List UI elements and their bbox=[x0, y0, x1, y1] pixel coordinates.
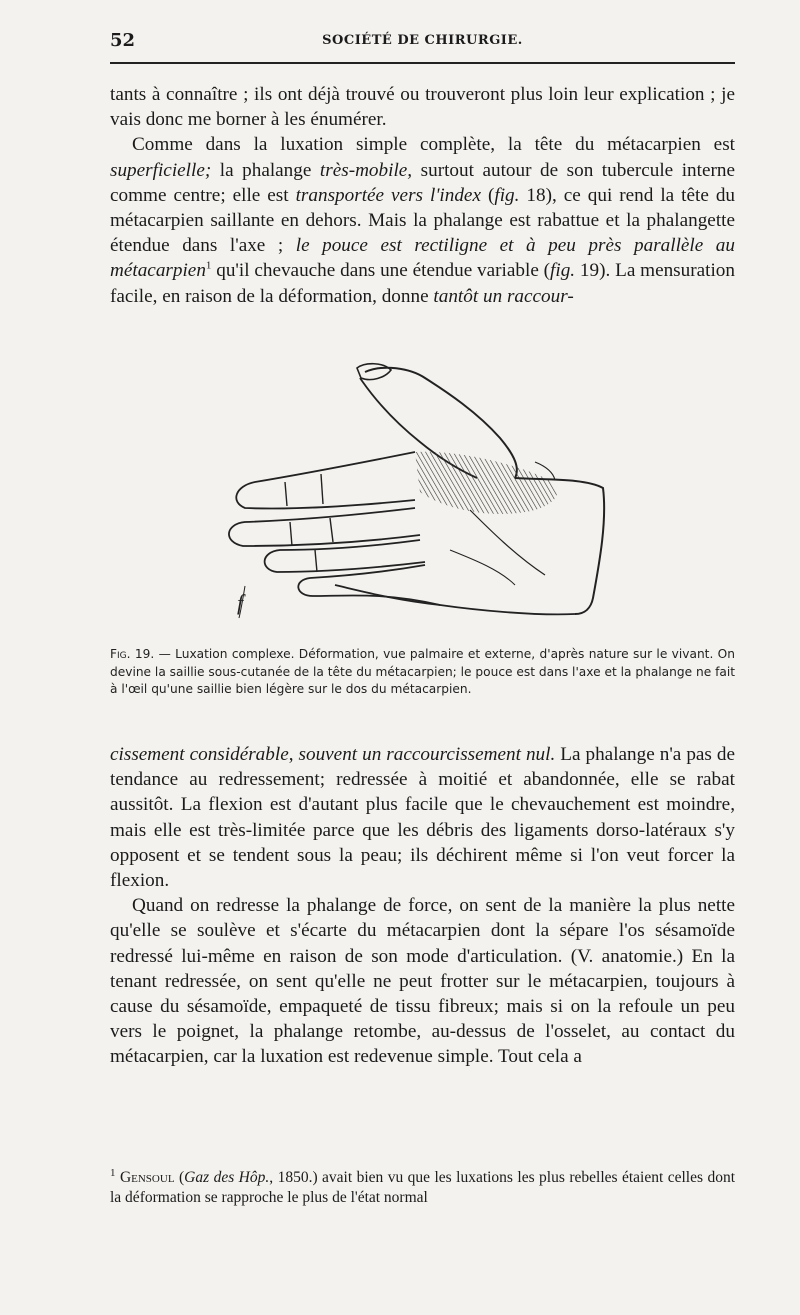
page-header bbox=[110, 28, 735, 58]
body-text-bottom bbox=[110, 742, 735, 1070]
p2-italic-index: transportée vers l'index bbox=[295, 184, 481, 206]
footnote-journal: Gaz des Hôp. bbox=[184, 1169, 270, 1186]
p2-text-e: surtout autour de son tubercule interne comme centre; elle est bbox=[110, 159, 735, 206]
footnote bbox=[110, 1168, 735, 1208]
palm-shading bbox=[415, 452, 557, 514]
p2-italic-fig-19: fig. bbox=[550, 260, 576, 282]
paragraph-3 bbox=[110, 742, 735, 893]
header-rule bbox=[110, 62, 735, 64]
figure-caption bbox=[110, 646, 735, 699]
paragraph-4 bbox=[110, 893, 735, 1069]
p2-italic-raccour: tantôt un raccour- bbox=[433, 285, 574, 307]
index-finger bbox=[236, 452, 415, 509]
p2-italic-pouce: le pouce est rectiligne et à peu près parallèle au métacarpien bbox=[110, 235, 735, 282]
caption-text: — Luxation complexe. Déformation, vue palmaire et externe, d'après nature sur le vivant. On devine la saillie sous-cutanée de la tête du métacarpien; le pouce est dans l'axe et la phalange ne fait à l'œil qu'une saillie bien légère sur le dos du métacarpien. bbox=[110, 647, 735, 696]
p2-text-n: 19). La mensuration facile, en raison de la déformation, donne bbox=[110, 260, 735, 307]
paragraph-2 bbox=[110, 132, 735, 308]
hand-illustration bbox=[215, 360, 615, 620]
running-title: SOCIÉTÉ DE CHIRURGIE. bbox=[322, 33, 523, 48]
footnote-author: Gensoul bbox=[119, 1169, 175, 1186]
p2-text-g: ( bbox=[480, 184, 495, 206]
p3-text-d: La phalange n'a pas de tendance au redressement; redressée à moitié et abandonnée, elle se rabat aussitôt. La flexion est d'autant plus facile que le chevauchement est moindre, mais elle est très-limitée parce que les débris des ligaments dorso-latéraux s'y opposent et se tendent sous la peau; ils déchirent même si l'on veut forcer la flexion. bbox=[110, 744, 736, 892]
p2-italic-tres-mobile: très-mobile, bbox=[319, 159, 413, 181]
page-number: 52 bbox=[110, 30, 136, 51]
p2-text-i: 18), ce qui rend la tête du métacarpien saillante en dehors. Mais la phalange est rabattue et la phalangette étendue dans l'axe ; bbox=[110, 184, 736, 257]
footnote-open: ( bbox=[174, 1169, 185, 1186]
paragraph-1-text: tants à connaître ; ils ont déjà trouvé ou trouveront plus loin leur explication ; je vais donc me borner à les énumérer. bbox=[110, 84, 735, 131]
body-text-top bbox=[110, 82, 735, 309]
paragraph-4-text: Quand on redresse la phalange de force, on sent de la manière la plus nette qu'elle se soulève et s'écarte du métacarpien dont la sépare l'os sésamoïde redressé lui-même en raison de son mode d'articulation. (V. anatomie.) En la tenant redressée, on sent qu'elle ne peut frotter sur le métacarpien, toujours à cause du sésamoïde, empaqueté de tissu fibreux; mais si on la refoule un peu vers le poignet, la phalange retombe, au-dessus de l'osselet, au contact du métacarpien, car la luxation est redevenue simple. Tout cela a bbox=[110, 895, 735, 1068]
thumbnail bbox=[357, 364, 391, 380]
p2-text-a: Comme dans la luxation simple complète, la tête du métacarpien est bbox=[132, 134, 735, 156]
p3-text-b: , bbox=[288, 744, 299, 765]
footnote-mark: 1 bbox=[110, 1166, 116, 1179]
figure-letter: f bbox=[237, 590, 244, 615]
caption-label: Fig. 19. bbox=[110, 647, 155, 661]
middle-finger bbox=[229, 508, 420, 546]
p2-italic-fig-18: fig. bbox=[494, 184, 520, 206]
p2-text-c: la phalange bbox=[211, 159, 320, 181]
p2-italic-superficielle: superficielle; bbox=[110, 159, 212, 181]
p3-italic-c: souvent un raccourcissement nul. bbox=[298, 744, 556, 765]
palm-bottom bbox=[335, 585, 575, 614]
paragraph-1 bbox=[110, 82, 735, 132]
footnote-text: , 1850.) avait bien vu que les luxations les plus rebelles étaient celles dont la déformation se rapproche le plus de l'état normal bbox=[110, 1169, 735, 1206]
footnote-ref-1: 1 bbox=[205, 260, 212, 273]
p3-italic-a: cissement considérable bbox=[110, 744, 289, 765]
p2-text-l: qu'il chevauche dans une étendue variable ( bbox=[211, 260, 551, 282]
